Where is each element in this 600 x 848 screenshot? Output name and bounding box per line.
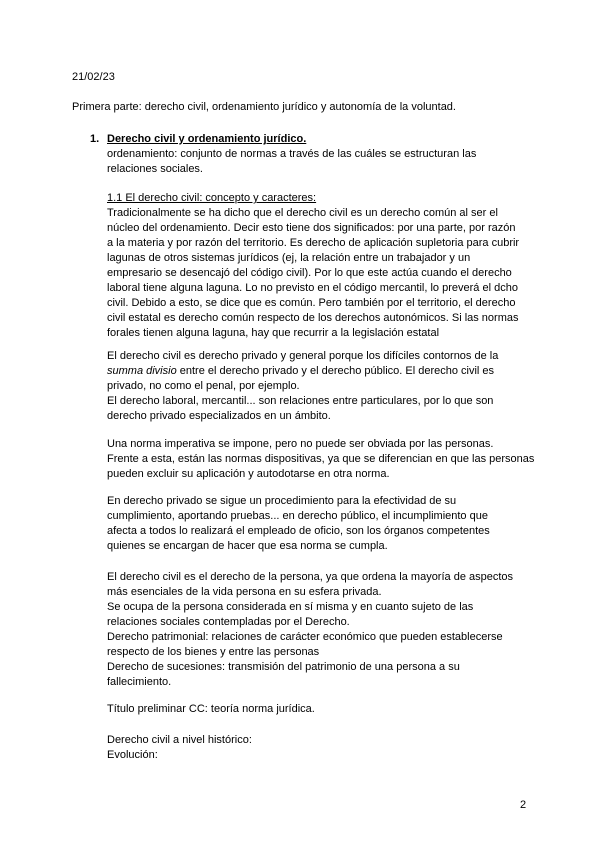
paragraph-1 (107, 206, 531, 341)
text-line: quienes se encargan de hacer que esa norma se cumpla. (107, 540, 388, 552)
text-line: empresario se desencajó del código civil). Por lo que este actúa cuando el derecho (107, 267, 512, 279)
italic-term: summa divisio (107, 365, 177, 377)
text-line: derecho privado especializados en un ámbito. (107, 410, 331, 422)
section-intro (107, 147, 531, 177)
text-line: forales tienen alguna laguna, hay que recurrir a la legislación estatal (107, 327, 440, 339)
paragraph-3 (107, 437, 535, 482)
text-line: Se ocupa de la persona considerada en sí misma y en cuanto sujeto de las (107, 601, 474, 613)
text-line: a la materia y por razón del territorio. Es derecho de aplicación supletoria para cubrir (107, 237, 520, 249)
section-title: Derecho civil y ordenamiento jurídico. (107, 133, 307, 145)
text-line (107, 364, 531, 379)
text-line: En derecho privado se sigue un procedimiento para la efectividad de su (107, 495, 457, 507)
text-line: núcleo del ordenamiento. Decir esto tiene dos significados: por una parte, por razón (107, 222, 516, 234)
part-title: Primera parte: derecho civil, ordenamiento jurídico y autonomía de la voluntad. (72, 101, 456, 113)
text-line: civil estatal es derecho común respecto de los derechos autonómicos. Si las normas (107, 312, 519, 324)
text-line: Una norma imperativa se impone, pero no puede ser obviada por las personas. (107, 438, 494, 450)
text-line: cumplimiento, aportando pruebas... en derecho público, el incumplimiento que (107, 510, 488, 522)
text-line: El derecho civil es derecho privado y general porque los difíciles contornos de la (107, 350, 499, 362)
paragraph-7 (107, 733, 531, 763)
text-line: Tradicionalmente se ha dicho que el derecho civil es un derecho común al ser el (107, 207, 498, 219)
text-line: El derecho laboral, mercantil... son relaciones entre particulares, por lo que son (107, 395, 494, 407)
section-number: 1. (90, 133, 100, 145)
text-line: pueden excluir su aplicación y autodotarse en otra norma. (107, 468, 390, 480)
text-line: Título preliminar CC: teoría norma jurídica. (107, 703, 315, 715)
text-line: afecta a todos lo realizará el empleado de oficio, son los órganos competentes (107, 525, 490, 537)
page-number: 2 (520, 799, 527, 811)
text-line: relaciones sociales contempladas por el Derecho. (107, 616, 350, 628)
text-line: civil. Debido a esto, se dice que es común. Pero también por el territorio, el derecho (107, 297, 516, 309)
date: 21/02/23 (72, 71, 115, 83)
subsection-title-block (107, 191, 531, 206)
text-line: Derecho patrimonial: relaciones de carácter económico que pueden establecerse (107, 631, 503, 643)
subsection-title: 1.1 El derecho civil: concepto y caracteres: (107, 192, 317, 204)
text-line: privado, no como el penal, por ejemplo. (107, 380, 300, 392)
text-fragment: entre el derecho privado y el derecho público. El derecho civil es (176, 365, 495, 377)
text-line: respecto de los bienes y entre las personas (107, 646, 320, 658)
text-line: Derecho de sucesiones: transmisión del patrimonio de una persona a su (107, 661, 460, 673)
text-line: Frente a esta, están las normas dispositivas, ya que se diferencian en que las personas (107, 453, 535, 465)
paragraph-4 (107, 494, 531, 554)
text-line: relaciones sociales. (107, 163, 203, 175)
text-line: Evolución: (107, 749, 158, 761)
text-line: fallecimiento. (107, 676, 172, 688)
text-line: El derecho civil es el derecho de la persona, ya que ordena la mayoría de aspectos (107, 571, 514, 583)
text-line: más esenciales de la vida persona en su esfera privada. (107, 586, 382, 598)
paragraph-2 (107, 349, 531, 424)
text-line: ordenamiento: conjunto de normas a través de las cuáles se estructuran las (107, 148, 477, 160)
text-line: Derecho civil a nivel histórico: (107, 734, 252, 746)
paragraph-5 (107, 570, 531, 690)
text-line: lagunas de otros sistemas jurídicos (ej, la relación entre un trabajador y un (107, 252, 471, 264)
paragraph-6 (107, 702, 531, 717)
text-line: laboral tiene alguna laguna. Lo no previsto en el código mercantil, lo preverá el dcho (107, 282, 518, 294)
